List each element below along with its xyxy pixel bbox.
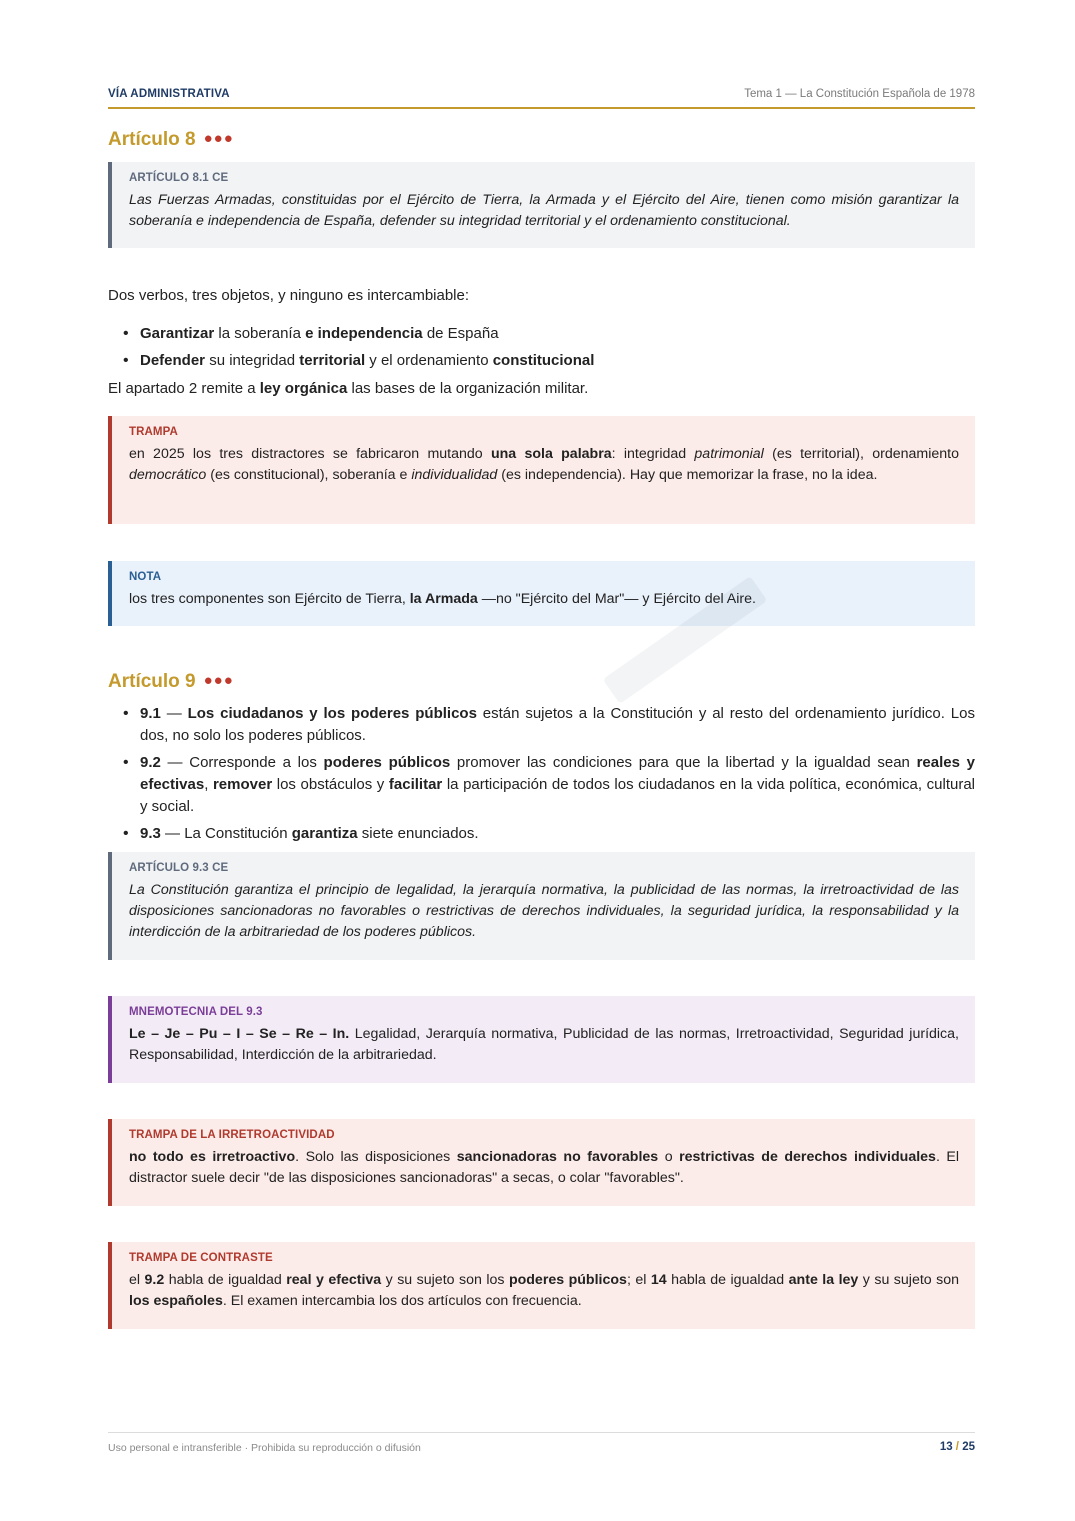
topic-label: Tema 1 — La Constitución Española de 1978 — [744, 88, 975, 100]
trap-label: TRAMPA DE LA IRRETROACTIVIDAD — [129, 1129, 335, 1141]
trap-text: no todo es irretroactivo. Solo las disposiciones sancionadoras no favorables o restrictivas de derechos individuales. El distractor suele decir "de las disposiciones sancionadoras" a secas, o colar "favorables". — [129, 1149, 959, 1186]
importance-dots-icon: ●●● — [203, 672, 234, 689]
article-8-title: Artículo 8 — [108, 129, 196, 150]
note-callout — [108, 561, 975, 626]
article-9-3-quote — [108, 852, 975, 960]
importance-dots-icon: ●●● — [203, 130, 234, 147]
article-8-1-quote — [108, 162, 975, 248]
list-item: • 9.1 — Los ciudadanos y los poderes públicos están sujetos a la Constitución y al resto del ordenamiento jurídico. Los dos, no solo los poderes públicos. — [108, 703, 975, 747]
page-number: 13 / 25 — [939, 1441, 975, 1453]
list-item: • Garantizar la soberanía e independencia de España — [108, 323, 975, 345]
mnemonic-callout — [108, 996, 975, 1083]
mnemonic-label: MNEMOTECNIA DEL 9.3 — [129, 1006, 263, 1018]
article-9-title: Artículo 9 — [108, 671, 196, 692]
list-item: • 9.2 — Corresponde a los poderes públicos promover las condiciones para que la libertad y la igualdad sean reales y efectivas, remover los obstáculos y facilitar la participación de todos los ciudadanos en la vida política, económica, cultural y social. — [108, 752, 975, 818]
copyright-notice: Uso personal e intransferible · Prohibida su reproducción o difusión — [108, 1442, 421, 1454]
trap-callout — [108, 416, 975, 524]
note-label: NOTA — [129, 571, 162, 583]
article-8-heading — [108, 129, 234, 151]
contrast-trap-callout — [108, 1242, 975, 1329]
quote-text: Las Fuerzas Armadas, constituidas por el Ejército de Tierra, la Armada y el Ejército del Aire, tienen como misión garantizar la soberanía e independencia de España, defender su integridad territorial y el ordenamiento constitucional. — [129, 192, 959, 229]
mnemonic-text: Le – Je – Pu – I – Se – Re – In. Legalidad, Jerarquía normativa, Publicidad de las normas, Irretroactividad, Seguridad jurídica, Responsabilidad, Interdicción de la arbitrariedad. — [129, 1026, 959, 1063]
page-footer — [108, 1432, 975, 1463]
article-8-bullets — [108, 323, 975, 377]
quote-label: ARTÍCULO 9.3 CE — [129, 862, 229, 874]
note-text: los tres componentes son Ejército de Tierra, la Armada —no "Ejército del Mar"— y Ejército del Aire. — [129, 591, 756, 607]
page-header — [108, 87, 975, 109]
brand-label: VÍA ADMINISTRATIVA — [108, 88, 230, 100]
list-item: • Defender su integridad territorial y el ordenamiento constitucional — [108, 350, 975, 372]
trap-text: en 2025 los tres distractores se fabricaron mutando una sola palabra: integridad patrimonial (es territorial), ordenamiento democrático (es constitucional), soberanía e individualidad (es independencia). Hay que memorizar la frase, no la idea. — [129, 446, 959, 483]
quote-label: ARTÍCULO 8.1 CE — [129, 172, 229, 184]
article-8-intro: Dos verbos, tres objetos, y ninguno es intercambiable: — [108, 287, 470, 304]
trap-label: TRAMPA DE CONTRASTE — [129, 1252, 273, 1264]
article-8-remark: El apartado 2 remite a ley orgánica las bases de la organización militar. — [108, 380, 589, 397]
trap-label: TRAMPA — [129, 426, 178, 438]
irretroactivity-trap-callout — [108, 1119, 975, 1206]
trap-text: el 9.2 habla de igualdad real y efectiva y su sujeto son los poderes públicos; el 14 habla de igualdad ante la ley y su sujeto son los españoles. El examen intercambia los dos artículos con frecuencia. — [129, 1272, 960, 1309]
list-item: • 9.3 — La Constitución garantiza siete enunciados. — [108, 823, 975, 845]
quote-text: La Constitución garantiza el principio de legalidad, la jerarquía normativa, la publicidad de las normas, la irretroactividad de las disposiciones sancionadoras no favorables o restrictivas de derechos individuales, la seguridad jurídica, la responsabilidad y la interdicción de la arbitrariedad de los poderes públicos. — [129, 882, 959, 940]
article-9-heading — [108, 671, 234, 693]
article-9-bullets — [108, 703, 975, 850]
